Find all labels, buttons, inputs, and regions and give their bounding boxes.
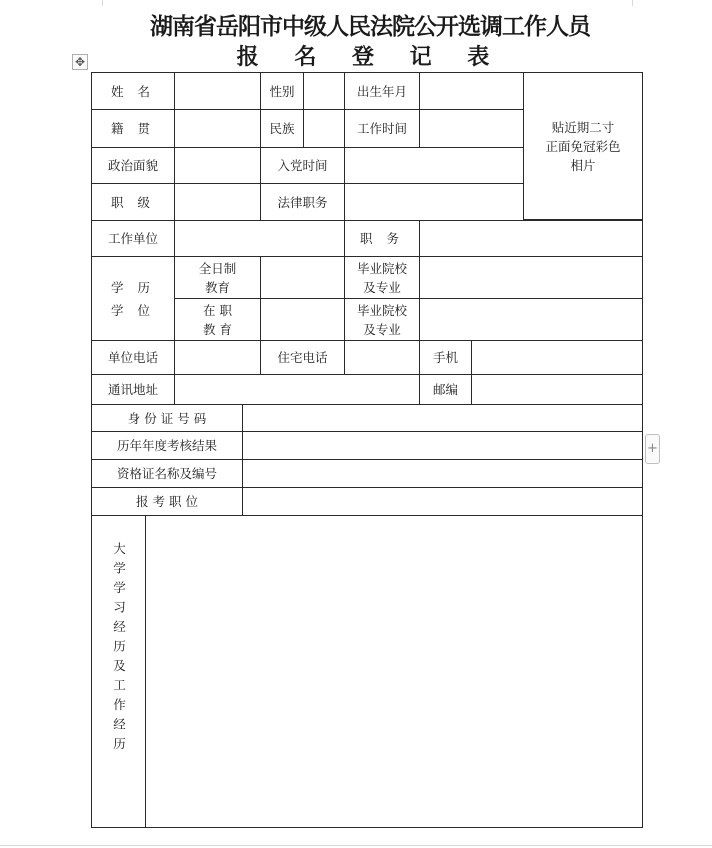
label-political: 政治面貌 xyxy=(91,147,175,184)
label-fulltime-edu xyxy=(174,256,261,299)
label-parttime-line1: 在 职 xyxy=(203,302,232,318)
label-education-line2: 学 位 xyxy=(111,302,155,318)
input-work-start[interactable] xyxy=(419,109,524,148)
label-fulltime-school xyxy=(344,256,420,299)
label-ethnicity: 民族 xyxy=(260,109,304,148)
label-birth: 出生年月 xyxy=(344,72,420,110)
input-native-place[interactable] xyxy=(174,109,261,148)
label-position: 职 务 xyxy=(344,220,420,257)
input-mobile[interactable] xyxy=(471,340,643,375)
label-mobile: 手机 xyxy=(419,340,472,375)
label-parttime-school-line2: 及专业 xyxy=(363,321,401,337)
label-unit-phone: 单位电话 xyxy=(91,340,175,375)
table-move-handle-icon[interactable]: ✥ xyxy=(72,54,88,70)
photo-hint-line2: 正面免冠彩色 xyxy=(545,138,621,154)
input-legal-post[interactable] xyxy=(344,183,524,221)
label-gender: 性别 xyxy=(260,72,304,110)
photo-hint-line1: 贴近期二寸 xyxy=(551,119,615,135)
input-id-number[interactable] xyxy=(242,404,643,432)
input-unit-phone[interactable] xyxy=(174,340,261,375)
label-id-number: 身 份 证 号 码 xyxy=(91,404,243,432)
page-bottom-edge xyxy=(0,845,712,846)
input-certificate[interactable] xyxy=(242,459,643,488)
label-work-unit: 工作单位 xyxy=(91,220,175,257)
input-parttime-school[interactable] xyxy=(419,298,643,341)
input-rank[interactable] xyxy=(174,183,261,221)
input-work-unit[interactable] xyxy=(174,220,345,257)
label-work-start: 工作时间 xyxy=(344,109,420,148)
label-experience-text: 大学学习经历及工作经历 xyxy=(111,542,127,757)
input-position[interactable] xyxy=(419,220,643,257)
label-fulltime-school-line2: 及专业 xyxy=(363,279,401,295)
input-postcode[interactable] xyxy=(471,374,643,405)
input-ethnicity[interactable] xyxy=(303,109,345,148)
label-address: 通讯地址 xyxy=(91,374,175,405)
label-apply-position: 报 考 职 位 xyxy=(91,487,243,516)
label-certificate: 资格证名称及编号 xyxy=(91,459,243,488)
label-party-join: 入党时间 xyxy=(260,147,345,184)
label-parttime-edu xyxy=(174,298,261,341)
input-annual-review[interactable] xyxy=(242,431,643,460)
label-postcode: 邮编 xyxy=(419,374,472,405)
label-parttime-school xyxy=(344,298,420,341)
label-native-place: 籍 贯 xyxy=(91,109,175,148)
input-address[interactable] xyxy=(174,374,420,405)
input-political[interactable] xyxy=(174,147,261,184)
label-annual-review: 历年年度考核结果 xyxy=(91,431,243,460)
page-corner-mark xyxy=(102,0,103,6)
label-parttime-line2: 教 育 xyxy=(203,321,232,337)
page-corner-mark xyxy=(632,0,633,6)
label-parttime-school-line1: 毕业院校 xyxy=(356,302,407,318)
input-fulltime-degree[interactable] xyxy=(260,256,345,299)
input-name[interactable] xyxy=(174,72,261,110)
label-fulltime-line2: 教育 xyxy=(204,279,230,295)
label-education-line1: 学 历 xyxy=(111,279,155,295)
input-parttime-degree[interactable] xyxy=(260,298,345,341)
label-fulltime-line1: 全日制 xyxy=(198,260,237,276)
input-experience[interactable] xyxy=(145,515,643,828)
label-home-phone: 住宅电话 xyxy=(260,340,345,375)
input-home-phone[interactable] xyxy=(344,340,420,375)
photo-hint-line3: 相片 xyxy=(570,157,596,173)
input-party-join[interactable] xyxy=(344,147,524,184)
label-legal-post: 法律职务 xyxy=(260,183,345,221)
label-name: 姓 名 xyxy=(91,72,175,110)
label-experience xyxy=(91,515,146,828)
input-apply-position[interactable] xyxy=(242,487,643,516)
input-gender[interactable] xyxy=(303,72,345,110)
input-birth[interactable] xyxy=(419,72,524,110)
label-fulltime-school-line1: 毕业院校 xyxy=(356,260,407,276)
form-title: 湖南省岳阳市中级人民法院公开选调工作人员 xyxy=(150,14,590,40)
photo-box[interactable] xyxy=(523,72,643,220)
label-education xyxy=(91,256,175,341)
form-subtitle: 报 名 登 记 表 xyxy=(236,45,504,70)
add-row-icon[interactable]: + xyxy=(645,434,660,464)
label-rank: 职 级 xyxy=(91,183,175,221)
input-fulltime-school[interactable] xyxy=(419,256,643,299)
